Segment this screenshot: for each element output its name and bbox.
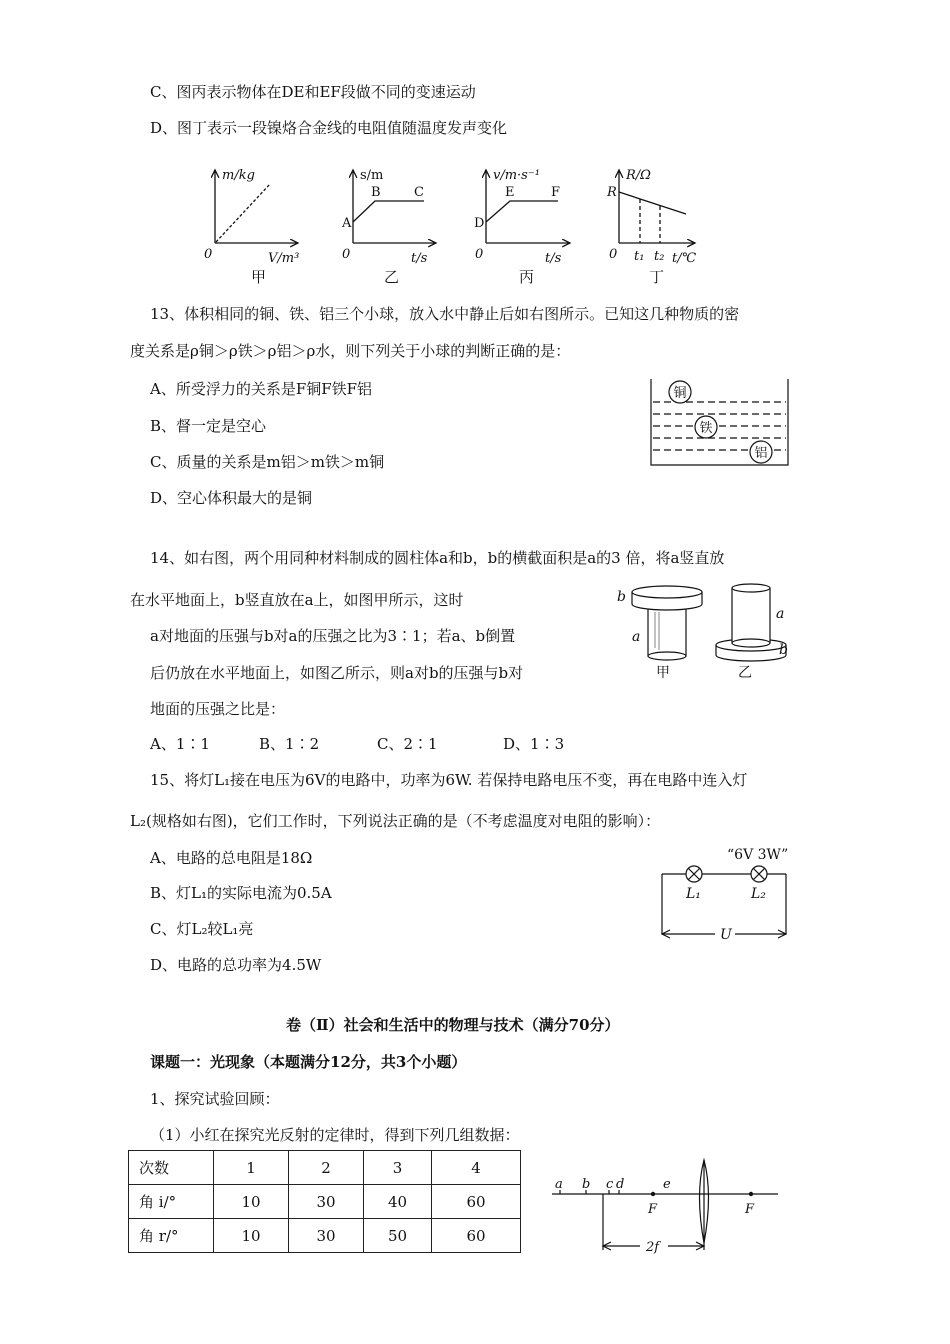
q12-jia-yaxis: m/kg — [222, 168, 255, 183]
q12-option-c: C、图丙表示物体在DE和EF段做不同的变速运动 — [150, 83, 476, 101]
lens-point-a: a — [555, 1177, 563, 1192]
q12-ding-xaxis: t/℃ — [672, 251, 697, 266]
item-heading: 1、探究试验回顾： — [150, 1090, 280, 1108]
lens-point-c: c — [606, 1177, 614, 1192]
lens-point-b: b — [582, 1177, 591, 1192]
q14-yi-caption: 乙 — [738, 665, 752, 681]
table-cell: 40 — [364, 1185, 432, 1219]
q12-yi-origin: 0 — [342, 247, 351, 262]
section-title: 卷（Ⅱ）社会和生活中的物理与技术（满分70分） — [286, 1016, 620, 1034]
q13-ball-copper: 铜 — [673, 386, 687, 401]
q14-line5: 地面的压强之比是： — [150, 700, 286, 718]
q14-line1: 14、如右图，两个用同种材料制成的圆柱体a和b，b的横截面积是a的3 倍，将a竖直放 — [150, 549, 725, 567]
q12-option-d: D、图丁表示一段镍烙合金线的电阻值随温度发声变化 — [150, 119, 508, 137]
table-cell: 1 — [214, 1151, 289, 1185]
q14-option-a: A、1∶1 — [150, 735, 210, 753]
table-cell: 30 — [289, 1185, 364, 1219]
q14-option-b: B、1∶2 — [259, 735, 320, 753]
q12-ding-caption: 丁 — [649, 268, 665, 286]
q12-yi-point-a: A — [342, 216, 352, 231]
q12-yi-xaxis: t/s — [411, 251, 428, 266]
table-cell: 50 — [364, 1219, 432, 1253]
q15-option-c: C、灯L₂较L₁亮 — [150, 920, 254, 938]
q14-line2: 在水平地面上，b竖直放在a上，如图甲所示，这时 — [130, 591, 464, 609]
q14-jia-label-a: a — [632, 629, 641, 645]
q12-bing-origin: 0 — [475, 247, 484, 262]
q14-yi-label-a: a — [776, 606, 785, 622]
q12-yi-yaxis: s/m — [360, 168, 384, 183]
q12-ding-origin: 0 — [609, 247, 618, 262]
q14-jia-label-b: b — [617, 589, 626, 605]
q13-option-a: A、所受浮力的关系是F铜F铁F铝 — [150, 380, 373, 398]
q12-jia-caption: 甲 — [251, 268, 267, 286]
item-subheading: （1）小红在探究光反射的定律时，得到下列几组数据： — [150, 1126, 520, 1144]
q14-line4: 后仍放在水平地面上，如图乙所示，则a对b的压强与b对 — [150, 664, 524, 682]
q12-yi-point-b: B — [371, 185, 381, 200]
q12-yi-point-c: C — [414, 185, 424, 200]
lens-focus-left: F — [648, 1202, 658, 1217]
q15-l2-spec: “6V 3W” — [727, 847, 789, 863]
table-cell: 3 — [364, 1151, 432, 1185]
q12-bing-yaxis: v/m·s⁻¹ — [493, 168, 540, 183]
lens-focus-right: F — [745, 1202, 755, 1217]
q12-ding-t2: t₂ — [654, 249, 665, 264]
q12-jia-origin: 0 — [204, 247, 213, 262]
table-cell: 4 — [432, 1151, 521, 1185]
q13-stem-line1: 13、体积相同的铜、铁、铝三个小球，放入水中静止后如右图所示。已知这几种物质的密 — [150, 305, 740, 323]
table-cell: 2 — [289, 1151, 364, 1185]
q12-ding-yaxis: R/Ω — [626, 168, 651, 183]
q12-yi-caption: 乙 — [384, 268, 400, 286]
q15-option-b: B、灯L₁的实际电流为0.5A — [150, 884, 332, 902]
q13-ball-aluminum: 铝 — [754, 446, 768, 461]
topic-title: 课题一：光现象（本题满分12分，共3个小题） — [150, 1053, 467, 1071]
q13-option-c: C、质量的关系是m铝＞m铁＞m铜 — [150, 453, 385, 471]
q14-option-d: D、1∶3 — [503, 735, 565, 753]
q15-line2: L₂(规格如右图)，它们工作时，下列说法正确的是（不考虑温度对电阻的影响）： — [130, 812, 661, 830]
q15-option-a: A、电路的总电阻是18Ω — [150, 849, 313, 867]
q15-option-d: D、电路的总功率为4.5W — [150, 956, 322, 974]
table-cell: 60 — [432, 1219, 521, 1253]
q12-ding-r: R — [607, 185, 617, 200]
q13-option-d: D、空心体积最大的是铜 — [150, 489, 313, 507]
q12-bing-xaxis: t/s — [545, 251, 562, 266]
q12-jia-xaxis: V/m³ — [268, 251, 300, 266]
q14-jia-caption: 甲 — [656, 665, 670, 681]
q14-yi-label-b: b — [779, 642, 788, 658]
table-cell: 10 — [214, 1185, 289, 1219]
q12-bing-point-f: F — [551, 185, 561, 200]
q14-option-c: C、2∶1 — [377, 735, 438, 753]
q15-lamp1-label: L₁ — [686, 886, 701, 902]
q12-bing-caption: 丙 — [519, 268, 535, 286]
lens-point-e: e — [663, 1177, 671, 1192]
table-cell: 30 — [289, 1219, 364, 1253]
table-cell: 次数 — [129, 1151, 214, 1185]
q15-line1: 15、将灯L₁接在电压为6V的电路中，功率为6W. 若保持电路电压不变，再在电路中连入灯 — [150, 771, 748, 789]
q15-lamp2-label: L₂ — [751, 886, 766, 902]
q12-ding-t1: t₁ — [634, 249, 645, 264]
q15-voltage-label: U — [720, 927, 732, 943]
q12-bing-point-d: D — [474, 216, 485, 231]
q13-stem-line2: 度关系是ρ铜＞ρ铁＞ρ铝＞ρ水，则下列关于小球的判断正确的是： — [130, 342, 571, 360]
q14-line3: a对地面的压强与b对a的压强之比为3∶1；若a、b倒置 — [150, 627, 516, 645]
lens-2f-label: 2f — [646, 1240, 660, 1255]
q13-option-b: B、督一定是空心 — [150, 417, 267, 435]
table-cell: 角 i/° — [129, 1185, 214, 1219]
table-cell: 60 — [432, 1185, 521, 1219]
table-cell: 角 r/° — [129, 1219, 214, 1253]
table-cell: 10 — [214, 1219, 289, 1253]
q13-ball-iron: 铁 — [699, 421, 713, 436]
q12-bing-point-e: E — [505, 185, 515, 200]
lens-point-d: d — [616, 1177, 625, 1192]
